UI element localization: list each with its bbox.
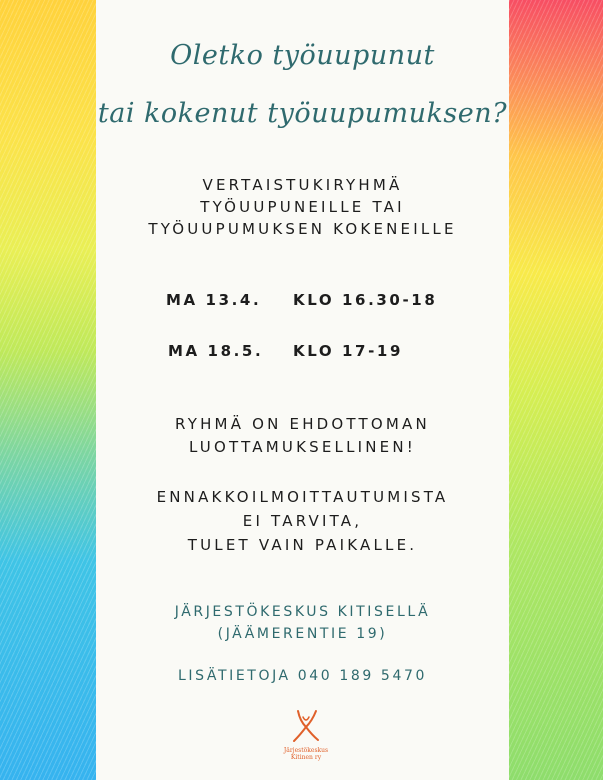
right-rainbow-panel: [509, 0, 603, 780]
location-line-2: (JÄÄMERENTIE 19): [217, 626, 388, 642]
time-2: KLO 17-19: [293, 342, 403, 360]
group-title-line-3: TYÖUUPUMUKSEN KOKENEILLE: [148, 220, 457, 238]
time-1: KLO 16.30-18: [293, 291, 438, 309]
logo-name-line-1: Järjestökeskus: [283, 747, 329, 754]
confidential-line-1: RYHMÄ ON EHDOTTOMAN: [175, 415, 430, 433]
info-phone: LISÄTIETOJA 040 189 5470: [178, 668, 427, 684]
logo-name-line-2: Kitinen ry: [290, 754, 322, 761]
registration-line-2: EI TARVITA,: [242, 512, 363, 530]
date-1: MA 13.4.: [166, 291, 262, 309]
location-line-1: JÄRJESTÖKESKUS KITISELLÄ: [174, 604, 431, 620]
confidential-line-2: LUOTTAMUKSELLINEN!: [189, 438, 416, 456]
headline-line-1: Oletko työuupunut: [170, 40, 435, 71]
registration-line-3: TULET VAIN PAIKALLE.: [187, 536, 418, 554]
organization-logo-icon: [276, 705, 336, 765]
registration-line-1: ENNAKKOILMOITTAUTUMISTA: [156, 488, 449, 506]
date-2: MA 18.5.: [168, 342, 264, 360]
headline-line-2: tai kokenut työuupumuksen?: [97, 98, 508, 129]
group-title-line-2: TYÖUUPUNEILLE TAI: [200, 198, 405, 216]
left-rainbow-panel: [0, 0, 96, 780]
poster-panel: [96, 0, 509, 780]
group-title-line-1: VERTAISTUKIRYHMÄ: [202, 176, 403, 194]
